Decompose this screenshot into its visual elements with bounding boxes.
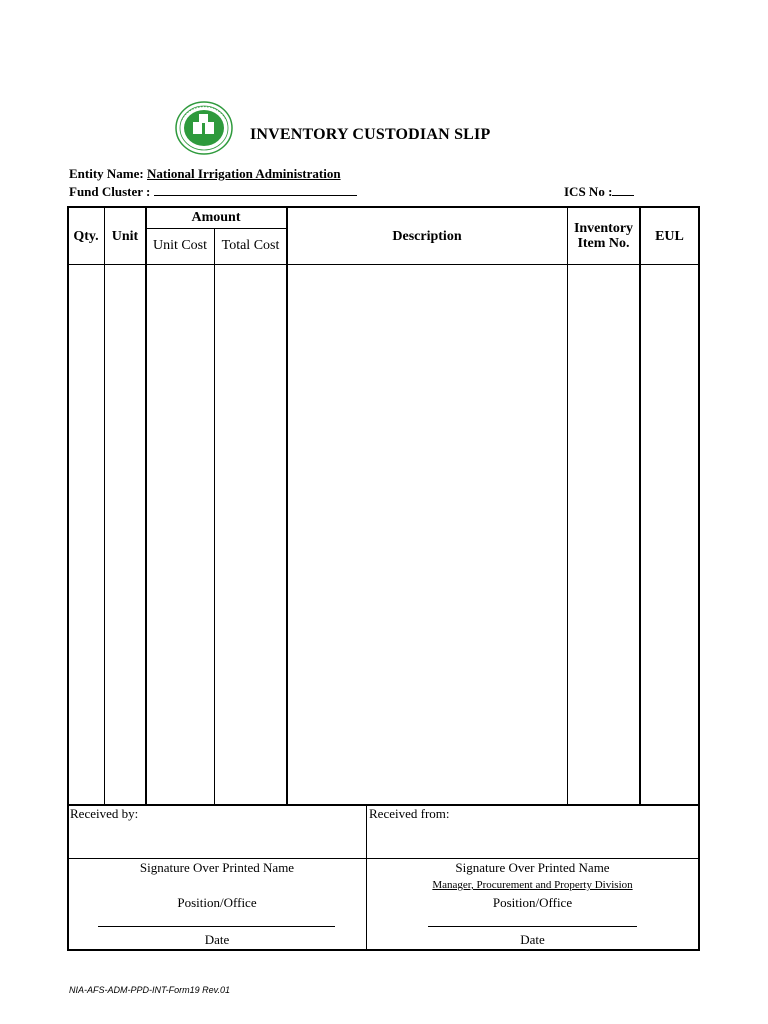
fund-cluster-field[interactable] [154, 195, 357, 196]
header-qty: Qty. [73, 229, 99, 244]
ics-no-row [564, 184, 634, 200]
received-from-label: Received from: [369, 806, 450, 821]
received-from-position-label: Position/Office [492, 895, 573, 910]
received-from-date-label: Date [520, 932, 545, 947]
header-description: Description [392, 229, 462, 244]
received-from-signature-caption: Signature Over Printed Name [455, 860, 610, 875]
document-title: INVENTORY CUSTODIAN SLIP [250, 126, 491, 143]
header-unit-cost: Unit Cost [152, 238, 208, 253]
received-from-signature-field[interactable] [368, 819, 698, 857]
received-by-date-label: Date [204, 932, 230, 947]
entity-name-value: National Irrigation Administration [147, 166, 341, 181]
form-code: NIA-AFS-ADM-PPD-INT-Form19 Rev.01 [69, 985, 231, 995]
header-unit: Unit [111, 229, 139, 244]
header-eul: EUL [655, 229, 684, 244]
received-by-signature-caption: Signature Over Printed Name [139, 860, 295, 875]
nia-logo [174, 100, 234, 156]
received-from-designation: Manager, Procurement and Property Division [432, 879, 633, 891]
fund-cluster-row [69, 184, 357, 200]
ics-no-label: ICS No : [564, 184, 613, 199]
received-by-label: Received by: [70, 806, 139, 821]
items-body[interactable] [69, 266, 698, 803]
entity-name-label: Entity Name: [69, 166, 147, 181]
received-by-date-line[interactable] [98, 926, 335, 927]
header-inventory-item-no: Inventory Item No. [573, 221, 634, 251]
received-by-position-label: Position/Office [177, 895, 257, 910]
received-from-date-line[interactable] [428, 926, 637, 927]
ics-no-field[interactable] [612, 195, 634, 196]
received-by-signature-field[interactable] [69, 819, 365, 857]
entity-name-row [69, 166, 341, 182]
header-amount: Amount [191, 210, 241, 225]
header-total-cost: Total Cost [221, 238, 280, 253]
fund-cluster-label: Fund Cluster : [69, 184, 154, 199]
